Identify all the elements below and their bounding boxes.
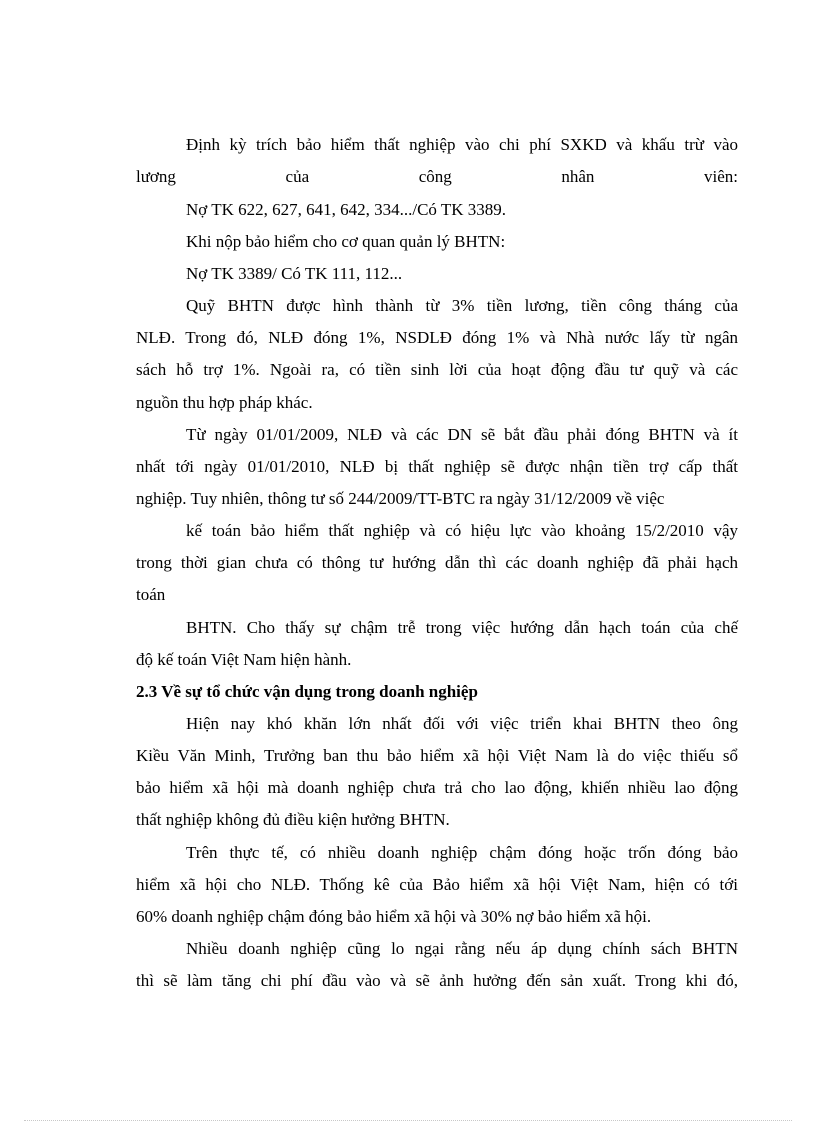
text-line: Nợ TK 3389/ Có TK 111, 112... (186, 264, 403, 283)
text-line: Định kỳ trích bảo hiểm thất nghiệp vào chi phí SXKD và khấu trừ vào (186, 135, 738, 154)
text-line: nguồn thu hợp pháp khác. (136, 393, 313, 412)
text-line: nghiệp. Tuy nhiên, thông tư số 244/2009/TT-BTC ra ngày 31/12/2009 về việc (136, 489, 665, 508)
word: nhân (561, 167, 595, 186)
word: của (285, 167, 310, 186)
text-line: Kiều Văn Minh, Trưởng ban thu bảo hiểm xã hội Việt Nam là do việc thiếu sổ (136, 746, 738, 765)
text-line: Từ ngày 01/01/2009, NLĐ và các DN sẽ bắt đầu phải đóng BHTN và ít (186, 425, 738, 444)
text-line: Hiện nay khó khăn lớn nhất đối với việc triển khai BHTN theo ông (186, 714, 738, 733)
word: lương (136, 167, 176, 186)
text-line: sách hỗ trợ 1%. Ngoài ra, có tiền sinh lời của hoạt động đầu tư quỹ và các (136, 360, 738, 379)
page-footer-rule (24, 1120, 792, 1121)
text-line: thất nghiệp không đủ điều kiện hưởng BHTN. (136, 810, 450, 829)
word: công (418, 167, 452, 186)
text-line: trong thời gian chưa có thông tư hướng dẫn thì các doanh nghiệp đã phải hạch (136, 553, 738, 572)
text-line: hiểm xã hội cho NLĐ. Thống kê của Bảo hiểm xã hội Việt Nam, hiện có tới (136, 875, 738, 894)
text-line: độ kế toán Việt Nam hiện hành. (136, 650, 352, 669)
text-line: toán (136, 585, 166, 604)
text-line: Trên thực tế, có nhiều doanh nghiệp chậm đóng hoặc trốn đóng bảo (186, 843, 738, 862)
text-line: Quỹ BHTN được hình thành từ 3% tiền lương, tiền công tháng của (186, 296, 738, 315)
text-line: Khi nộp bảo hiểm cho cơ quan quản lý BHTN: (186, 232, 506, 251)
text-line: NLĐ. Trong đó, NLĐ đóng 1%, NSDLĐ đóng 1% và Nhà nước lấy từ ngân (136, 328, 738, 347)
text-line: Nhiều doanh nghiệp cũng lo ngại rằng nếu áp dụng chính sách BHTN (186, 939, 738, 958)
section-heading: 2.3 Về sự tổ chức vận dụng trong doanh nghiệp (136, 682, 478, 701)
justified-line (136, 167, 738, 187)
text-line: bảo hiểm xã hội mà doanh nghiệp chưa trả cho lao động, khiến nhiều lao động (136, 778, 738, 797)
word: viên: (704, 167, 738, 186)
text-line: 60% doanh nghiệp chậm đóng bảo hiểm xã hội và 30% nợ bảo hiểm xã hội. (136, 907, 652, 926)
text-line: nhất tới ngày 01/01/2010, NLĐ bị thất nghiệp sẽ được nhận tiền trợ cấp thất (136, 457, 738, 476)
text-line: Nợ TK 622, 627, 641, 642, 334.../Có TK 3389. (186, 200, 507, 219)
text-line: thì sẽ làm tăng chi phí đầu vào và sẽ ảnh hưởng đến sản xuất. Trong khi đó, (136, 971, 738, 990)
text-line: BHTN. Cho thấy sự chậm trễ trong việc hướng dẫn hạch toán của chế (186, 618, 738, 637)
text-line: kế toán bảo hiểm thất nghiệp và có hiệu lực vào khoảng 15/2/2010 vậy (186, 521, 738, 540)
